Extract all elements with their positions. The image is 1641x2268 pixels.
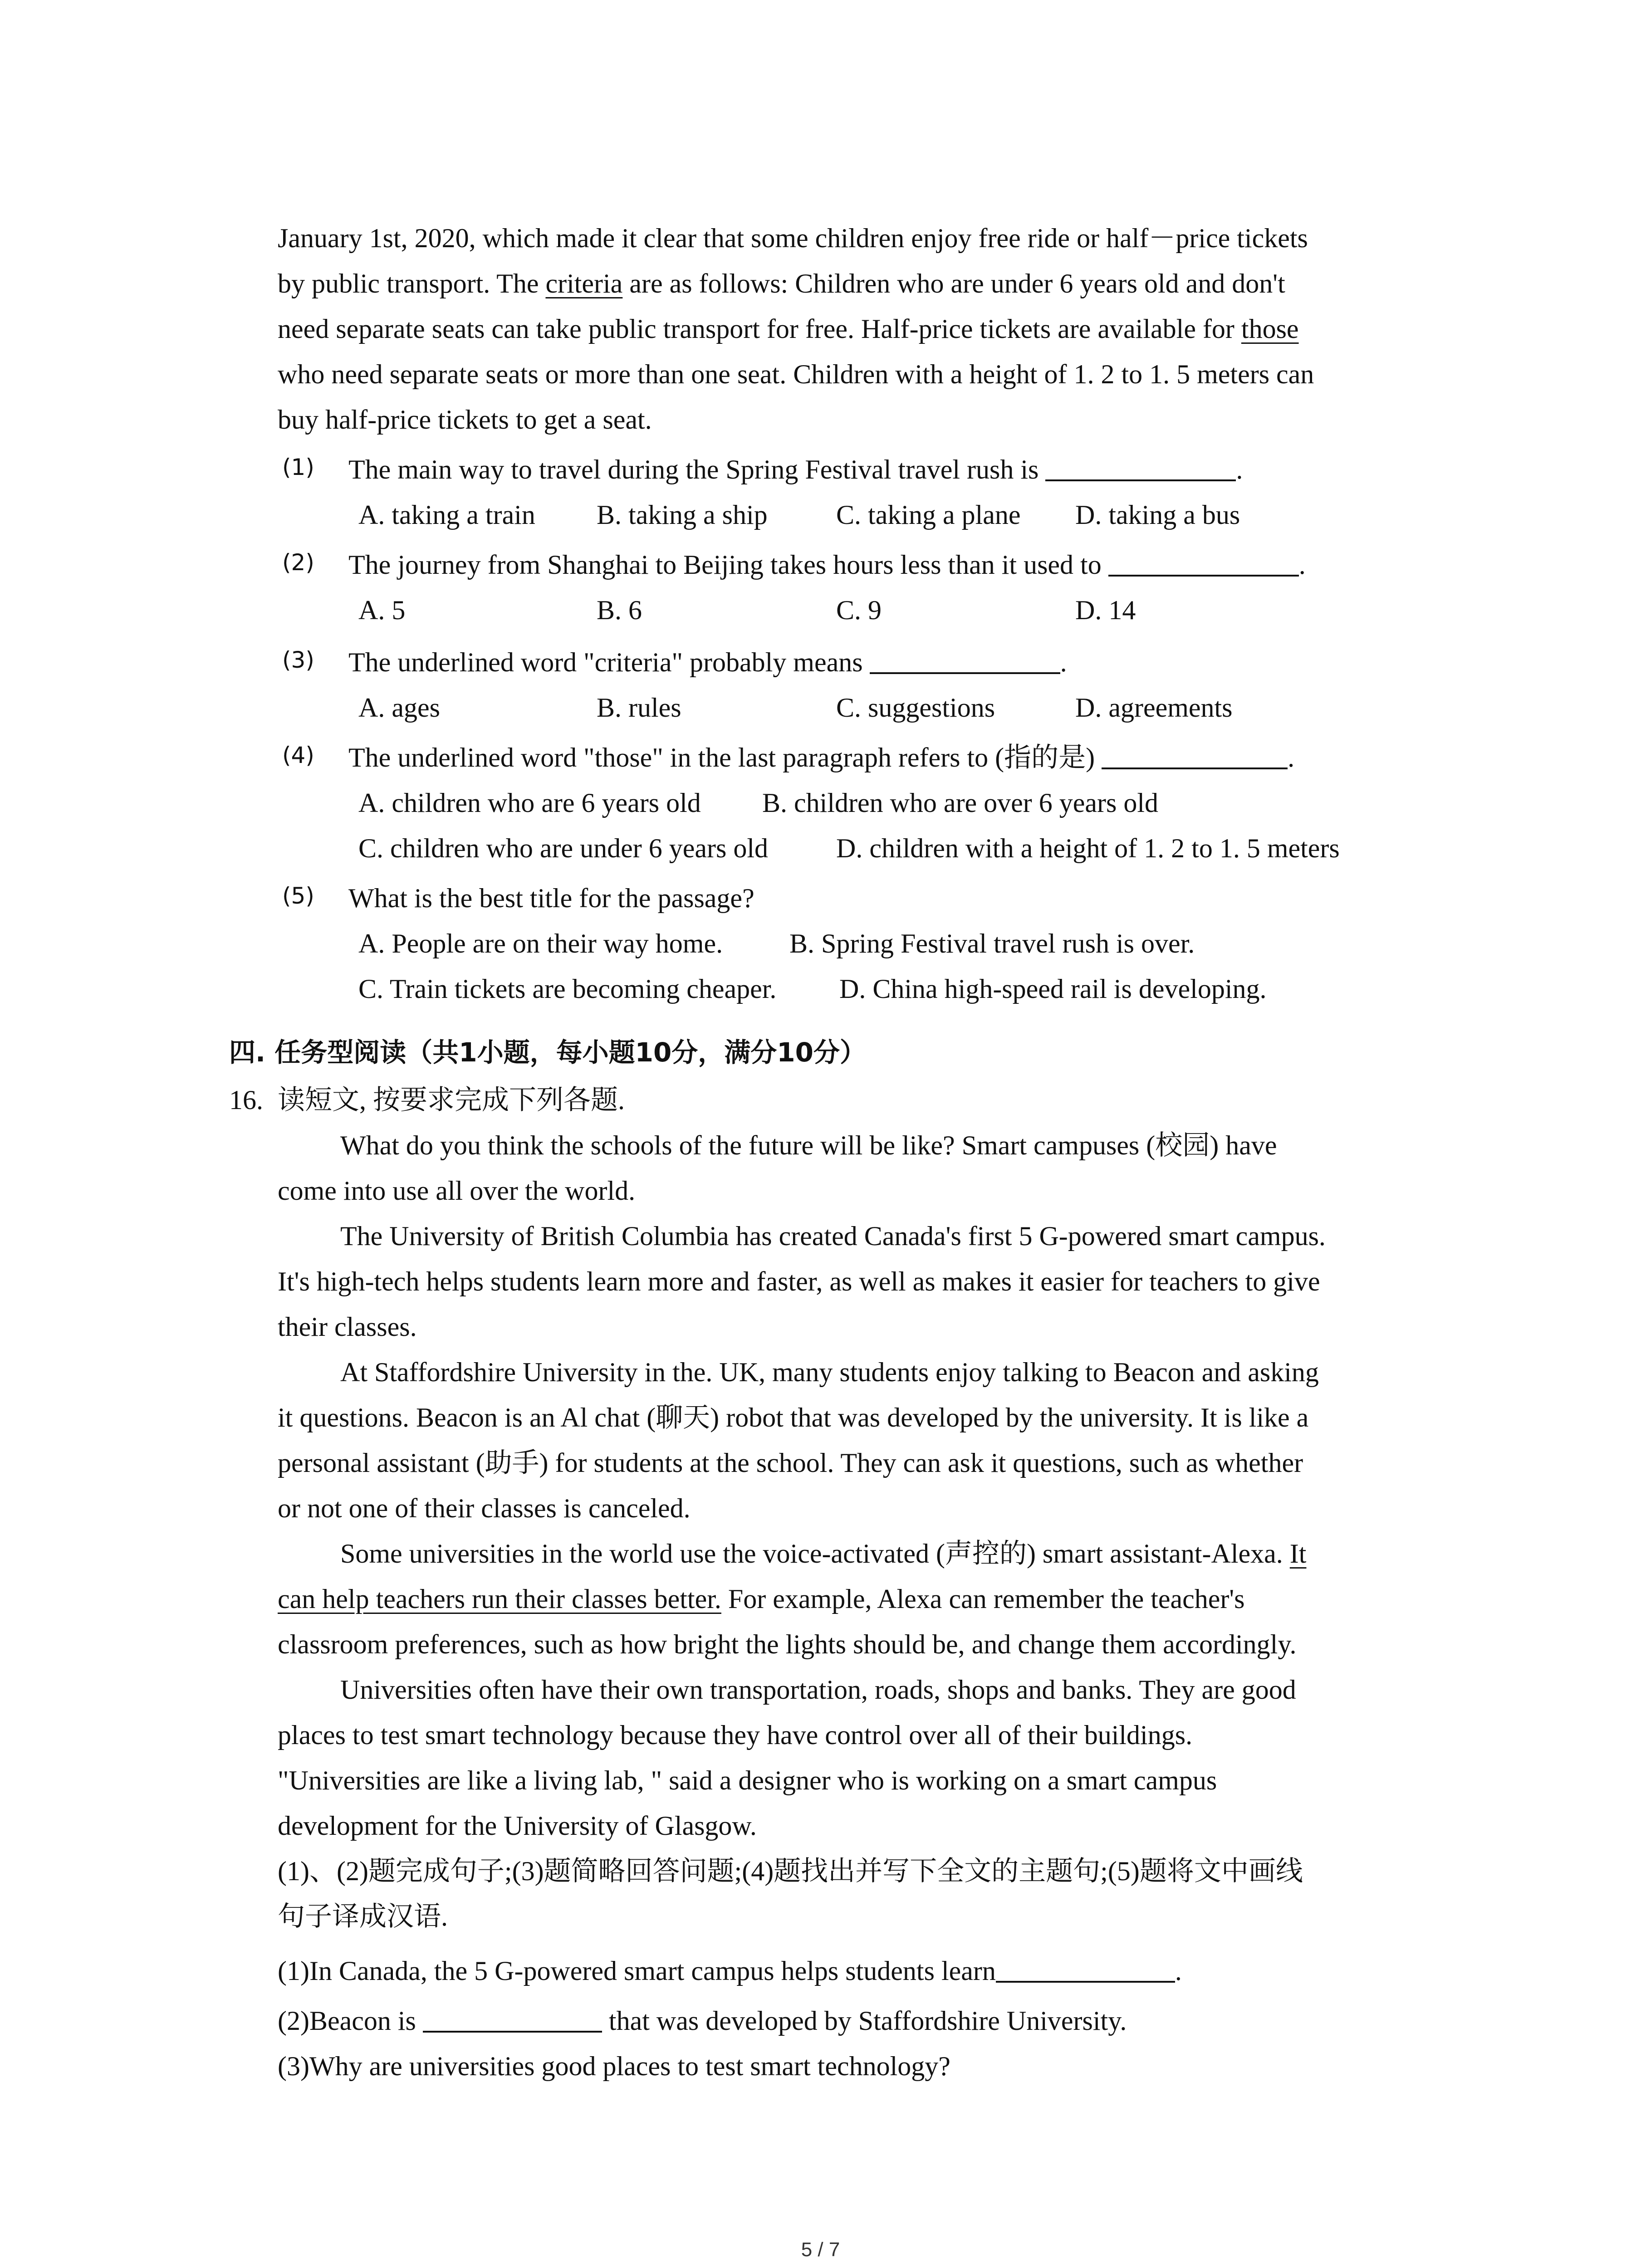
option-d: D. children with a height of 1. 2 to 1. 5 meters — [836, 833, 1340, 863]
passage-line: January 1st, 2020, which made it clear that some children enjoy free ride or half－price tickets — [278, 223, 1308, 253]
passage-line: their classes. — [278, 1312, 417, 1342]
passage-line: can help teachers run their classes better. For example, Alexa can remember the teacher's — [278, 1584, 1245, 1614]
option-d: D. 14 — [1075, 595, 1136, 625]
option-a: A. children who are 6 years old — [358, 788, 701, 818]
answer-blank[interactable] — [1045, 457, 1236, 481]
question-16-number: 16. — [229, 1085, 263, 1115]
option-a: A. ages — [358, 693, 440, 723]
option-b: B. taking a ship — [597, 500, 768, 530]
option-d: D. China high-speed rail is developing. — [839, 974, 1267, 1004]
question-number: (1) — [282, 454, 314, 480]
task-instruction: (1)、(2)题完成句子;(3)题简略回答问题;(4)题找出并写下全文的主题句;(5)题将文中画线 — [278, 1856, 1303, 1886]
underlined-sentence: can help teachers run their classes better. — [278, 1584, 721, 1614]
question-number: (3) — [282, 647, 314, 673]
passage-line: who need separate seats or more than one seat. Children with a height of 1. 2 to 1. 5 meters can — [278, 359, 1314, 389]
section-title: 四. 任务型阅读（共1小题，每小题10分，满分10分） — [229, 1037, 867, 1068]
option-a: A. taking a train — [358, 500, 535, 530]
answer-blank[interactable] — [1108, 552, 1299, 577]
passage-line: by public transport. The criteria are as follows: Children who are under 6 years old and don't — [278, 269, 1285, 298]
underlined-word-those: those — [1241, 314, 1299, 344]
option-c: C. Train tickets are becoming cheaper. — [358, 974, 777, 1004]
option-d: D. taking a bus — [1075, 500, 1240, 530]
answer-blank[interactable] — [996, 1958, 1175, 1983]
option-d: D. agreements — [1075, 693, 1233, 723]
passage-line: It's high-tech helps students learn more and faster, as well as makes it easier for teachers to give — [278, 1266, 1320, 1296]
option-c: C. taking a plane — [836, 500, 1021, 530]
passage-line: The University of British Columbia has created Canada's first 5 G-powered smart campus. — [340, 1221, 1326, 1251]
question-text: The journey from Shanghai to Beijing takes hours less than it used to . — [348, 550, 1306, 580]
question-number: (4) — [282, 742, 314, 768]
passage-line: Universities often have their own transportation, roads, shops and banks. They are good — [340, 1675, 1296, 1705]
answer-blank[interactable] — [423, 2008, 602, 2033]
task-2: (2)Beacon is that was developed by Staffordshire University. — [278, 2006, 1127, 2036]
answer-blank[interactable] — [870, 650, 1060, 674]
passage-line: come into use all over the world. — [278, 1176, 636, 1206]
option-b: B. 6 — [597, 595, 642, 625]
task-3: (3)Why are universities good places to test smart technology? — [278, 2051, 950, 2081]
passage-line: Some universities in the world use the voice-activated (声控的) smart assistant-Alexa. It — [340, 1539, 1307, 1569]
passage-line: development for the University of Glasgow. — [278, 1811, 757, 1841]
page-number: 5 / 7 — [801, 2239, 840, 2261]
option-c: C. children who are under 6 years old — [358, 833, 769, 863]
option-c: C. suggestions — [836, 693, 995, 723]
passage-line: personal assistant (助手) for students at the school. They can ask it questions, such as whether — [278, 1448, 1303, 1478]
option-a: A. 5 — [358, 595, 406, 625]
option-a: A. People are on their way home. — [358, 929, 723, 958]
question-text: The underlined word "those" in the last paragraph refers to (指的是) . — [348, 743, 1295, 772]
passage-line: or not one of their classes is canceled. — [278, 1493, 691, 1523]
option-b: B. Spring Festival travel rush is over. — [789, 929, 1195, 958]
question-text: The main way to travel during the Spring Festival travel rush is . — [348, 455, 1243, 484]
passage-line: places to test smart technology because they have control over all of their buildings. — [278, 1720, 1193, 1750]
question-number: (5) — [282, 883, 314, 909]
passage-line: need separate seats can take public transport for free. Half-price tickets are available for those — [278, 314, 1299, 344]
option-b: B. children who are over 6 years old — [762, 788, 1159, 818]
option-c: C. 9 — [836, 595, 882, 625]
passage-line: classroom preferences, such as how bright the lights should be, and change them accordingly. — [278, 1629, 1297, 1659]
passage-line: "Universities are like a living lab, " said a designer who is working on a smart campus — [278, 1765, 1217, 1795]
task-instruction: 句子译成汉语. — [278, 1901, 448, 1931]
question-number: (2) — [282, 549, 314, 576]
passage-line: buy half-price tickets to get a seat. — [278, 405, 652, 435]
underlined-word-criteria: criteria — [545, 269, 623, 298]
passage-line: At Staffordshire University in the. UK, many students enjoy talking to Beacon and asking — [340, 1357, 1319, 1387]
instruction: 读短文, 按要求完成下列各题. — [278, 1085, 625, 1115]
underlined-sentence: It — [1289, 1539, 1307, 1569]
answer-blank[interactable] — [1102, 745, 1288, 769]
passage-line: it questions. Beacon is an Al chat (聊天) robot that was developed by the university. It is like a — [278, 1403, 1309, 1432]
question-text: What is the best title for the passage? — [348, 883, 754, 913]
task-1: (1)In Canada, the 5 G-powered smart campus helps students learn . — [278, 1956, 1182, 1986]
passage-line: What do you think the schools of the future will be like? Smart campuses (校园) have — [340, 1130, 1277, 1160]
option-b: B. rules — [597, 693, 681, 723]
question-text: The underlined word "criteria" probably means . — [348, 647, 1067, 677]
